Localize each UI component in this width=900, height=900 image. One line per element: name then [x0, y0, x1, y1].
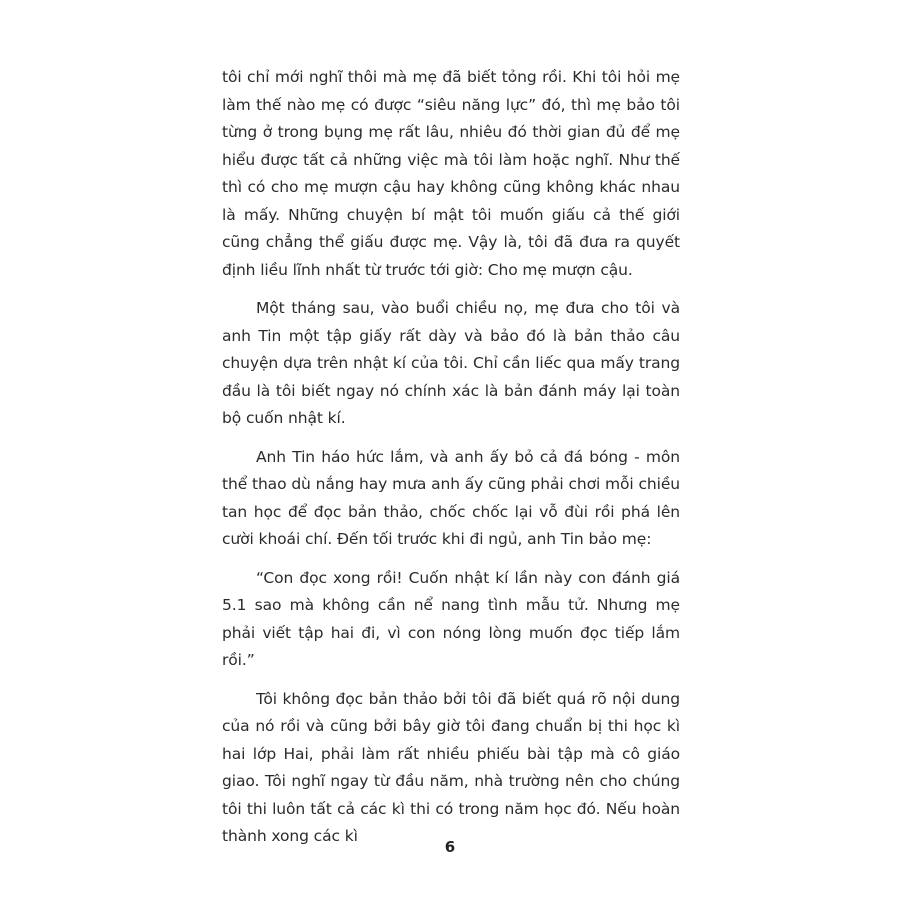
- page-body-text: [222, 64, 680, 862]
- page-number: 6: [444, 838, 456, 856]
- paragraph-1: tôi chỉ mới nghĩ thôi mà mẹ đã biết tỏng rồi. Khi tôi hỏi mẹ làm thế nào mẹ có được “siêu năng lực” đó, thì mẹ bảo tôi từng ở trong bụng mẹ rất lâu, nhiêu đó thời gian đủ để mẹ hiểu được tất cả những việc mà tôi làm hoặc nghĩ. Như thế thì có cho mẹ mượn cậu hay không cũng không khác nhau là mấy. Những chuyện bí mật tôi muốn giấu cả thế giới cũng chẳng thể giấu được mẹ. Vậy là, tôi đã đưa ra quyết định liều lĩnh nhất từ trước tới giờ: Cho mẹ mượn cậu.: [222, 68, 680, 279]
- paragraph-2: Một tháng sau, vào buổi chiều nọ, mẹ đưa cho tôi và anh Tin một tập giấy rất dày và bảo đó là bản thảo câu chuyện dựa trên nhật kí của tôi. Chỉ cần liếc qua mấy trang đầu là tôi biết ngay nó chính xác là bản đánh máy lại toàn bộ cuốn nhật kí.: [222, 299, 680, 427]
- paragraph-3: Anh Tin háo hức lắm, và anh ấy bỏ cả đá bóng - môn thể thao dù nắng hay mưa anh ấy cũng phải chơi mỗi chiều tan học để đọc bản thảo, chốc chốc lại vỗ đùi rồi phá lên cười khoái chí. Đến tối trước khi đi ngủ, anh Tin bảo mẹ:: [222, 447, 680, 548]
- paragraph-4-quote: “Con đọc xong rồi! Cuốn nhật kí lần này con đánh giá 5.1 sao mà không cần nể nang tình mẫu tử. Nhưng mẹ phải viết tập hai đi, vì con nóng lòng muốn đọc tiếp lắm rồi.”: [222, 568, 680, 669]
- paragraph-5: Tôi không đọc bản thảo bởi tôi đã biết quá rõ nội dung của nó rồi và cũng bởi bây giờ tôi đang chuẩn bị thi học kì hai lớp Hai, phải làm rất nhiều phiếu bài tập mà cô giáo giao. Tôi nghĩ ngay từ đầu năm, nhà trường nên cho chúng tôi thi luôn tất cả các kì thi có trong năm học đó. Nếu hoàn thành xong các kì: [222, 689, 680, 845]
